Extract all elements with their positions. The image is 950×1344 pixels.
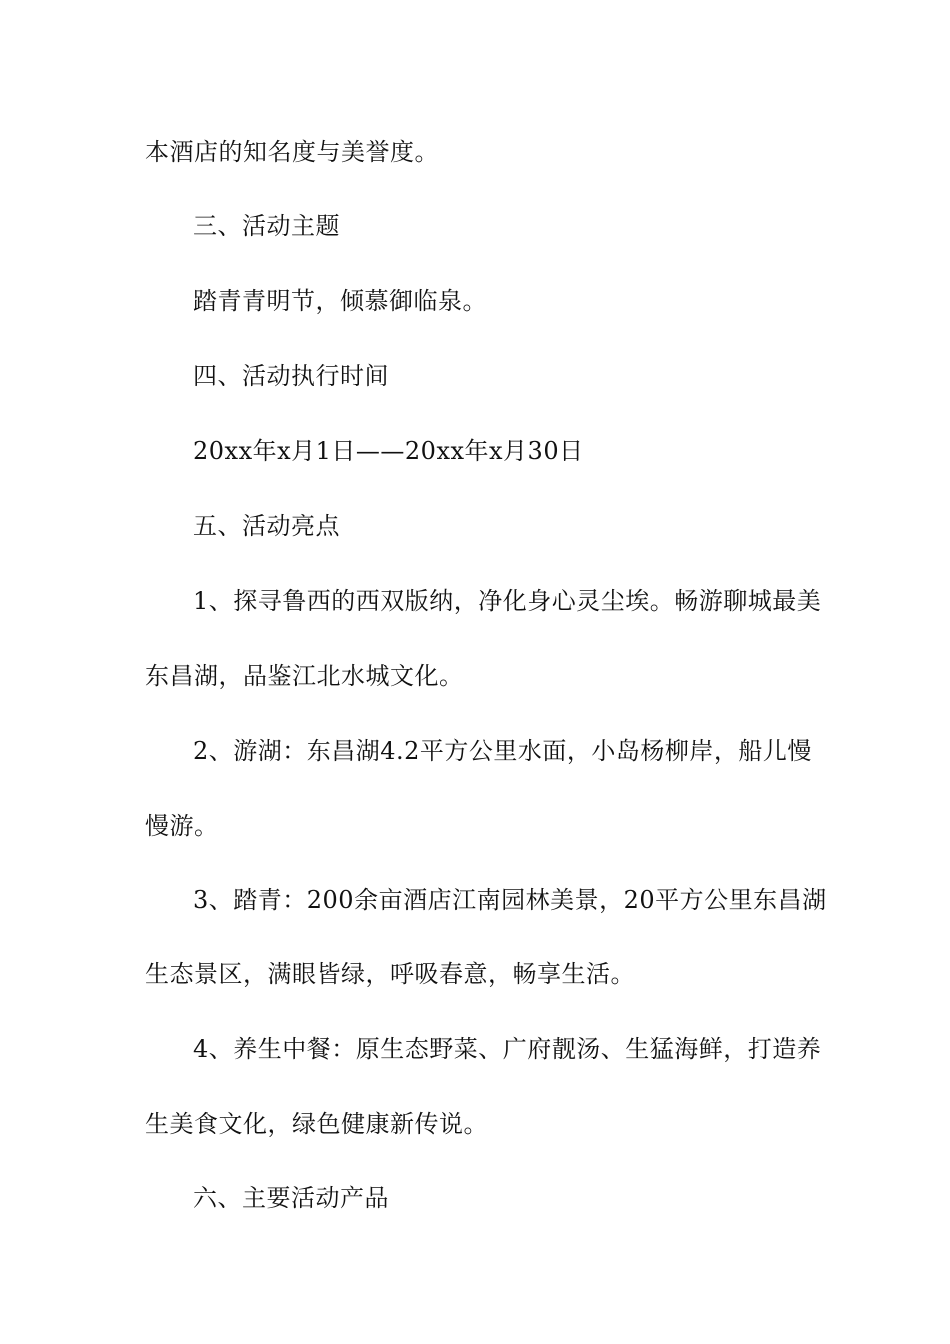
section-heading-schedule: 四、活动执行时间 (193, 362, 389, 390)
section-heading-theme: 三、活动主题 (193, 212, 340, 240)
theme-text: 踏青青明节，倾慕御临泉。 (193, 287, 487, 315)
highlight-item-1-cont: 东昌湖，品鉴江北水城文化。 (145, 662, 464, 690)
highlight-item-2: 2、游湖：东昌湖4.2平方公里水面，小岛杨柳岸，船儿慢 (193, 737, 812, 765)
highlight-item-2-cont: 慢游。 (145, 812, 219, 840)
paragraph-continuation: 本酒店的知名度与美誉度。 (145, 138, 439, 166)
schedule-text: 20xx年x月1日——20xx年x月30日 (193, 437, 584, 465)
highlight-item-3-cont: 生态景区，满眼皆绿，呼吸春意，畅享生活。 (145, 960, 635, 988)
highlight-item-4-cont: 生美食文化，绿色健康新传说。 (145, 1110, 488, 1138)
highlight-item-3: 3、踏青：200余亩酒店江南园林美景，20平方公里东昌湖 (193, 886, 827, 914)
section-heading-highlights: 五、活动亮点 (193, 512, 340, 540)
section-heading-products: 六、主要活动产品 (193, 1184, 389, 1212)
highlight-item-1: 1、探寻鲁西的西双版纳，净化身心灵尘埃。畅游聊城最美 (193, 587, 822, 615)
highlight-item-4: 4、养生中餐：原生态野菜、广府靓汤、生猛海鲜，打造养 (193, 1035, 822, 1063)
